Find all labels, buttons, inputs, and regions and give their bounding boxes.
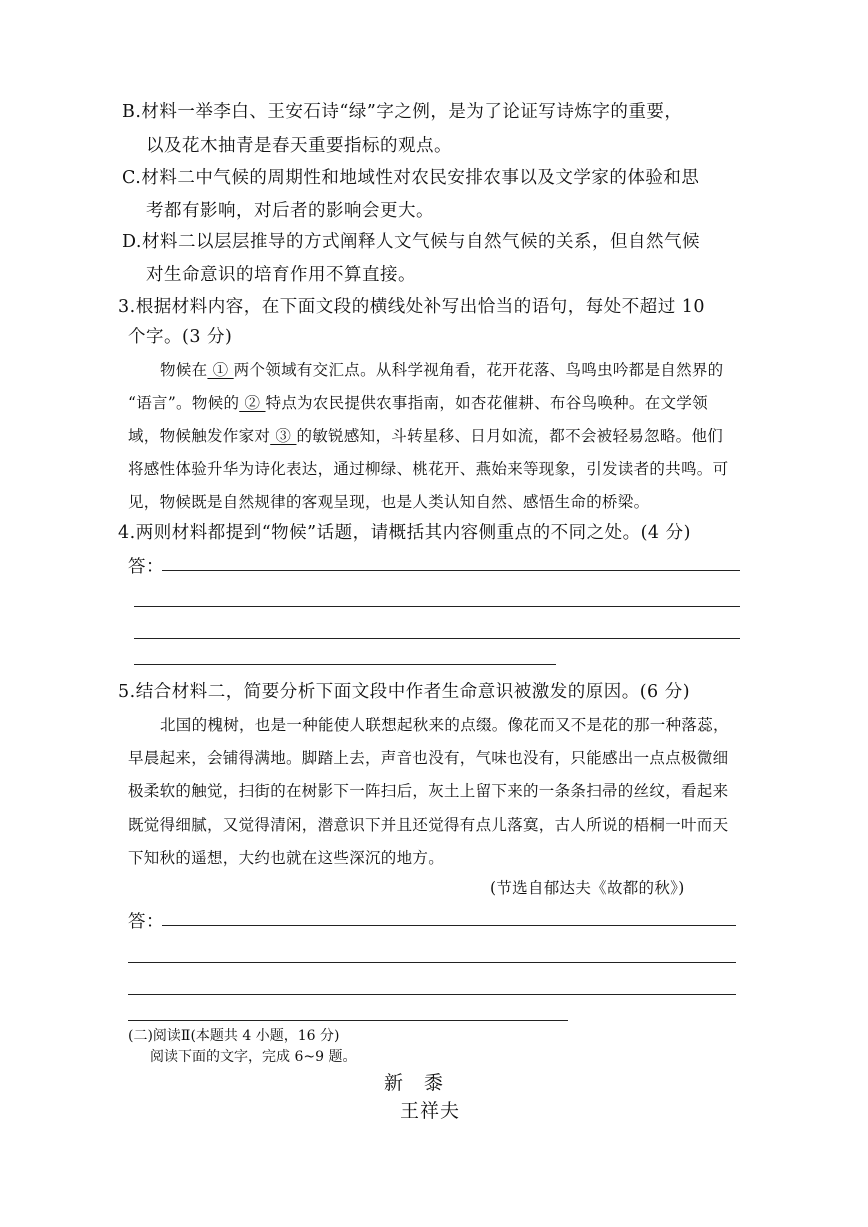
option-b-line2: 以及花木抽青是春天重要指标的观点。 xyxy=(146,136,452,156)
option-c-line1: C.材料二中气候的周期性和地域性对农民安排农事以及文学家的体验和思 xyxy=(122,168,700,188)
q5-passage-line1: 北国的槐树，也是一种能使人联想起秋来的点缀。像花而又不是花的那一种落蕊， xyxy=(160,716,729,734)
q3-stem-line2: 个字。(3 分) xyxy=(128,327,233,347)
option-d-line1: D.材料二以层层推导的方式阐释人文气候与自然气候的关系，但自然气候 xyxy=(122,232,700,252)
q5-source: (节选自郁达夫《故都的秋》) xyxy=(490,879,685,897)
q5-passage-line2: 早晨起来，会铺得满地。脚踏上去，声音也没有，气味也没有，只能感出一点点极微细 xyxy=(128,749,729,767)
section2-heading: (二)阅读Ⅱ(本题共 4 小题，16 分) xyxy=(128,1028,340,1044)
option-b-line1: B.材料一举李白、王安石诗“绿”字之例，是为了论证写诗炼字的重要， xyxy=(122,102,683,122)
option-d-line2: 对生命意识的培育作用不算直接。 xyxy=(146,265,416,285)
q4-answer-label: 答： xyxy=(128,557,164,577)
q3-passage-line4: 将感性体验升华为诗化表达，通过柳绿、桃花开、燕始来等现象，引发读者的共鸣。可 xyxy=(128,460,729,478)
q5-answer-label: 答： xyxy=(128,912,164,932)
q5-passage-line3: 极柔软的触觉，扫街的在树影下一阵扫后，灰土上留下来的一条条扫帚的丝纹，看起来 xyxy=(128,782,729,800)
story-title: 新 黍 xyxy=(384,1072,445,1094)
q3-stem-line1: 3.根据材料内容，在下面文段的横线处补写出恰当的语句，每处不超过 10 xyxy=(118,297,706,317)
option-c-line2: 考都有影响，对后者的影响会更大。 xyxy=(146,201,434,221)
story-author: 王祥夫 xyxy=(400,1100,461,1122)
q3-passage-line3: 域，物候触发作家对 ③ 的敏锐感知，斗转星移、日月如流，都不会被轻易忽略。他们 xyxy=(128,427,724,445)
q5-passage-line5: 下知秋的遥想，大约也就在这些深沉的地方。 xyxy=(128,849,445,867)
q4-stem: 4.两则材料都提到“物候”话题，请概括其内容侧重点的不同之处。(4 分) xyxy=(118,523,691,543)
q4-answer-line-2[interactable] xyxy=(134,606,740,607)
q4-answer-line-4[interactable] xyxy=(134,664,556,665)
q5-answer-line-2[interactable] xyxy=(128,962,736,963)
q5-stem: 5.结合材料二，简要分析下面文段中作者生命意识被激发的原因。(6 分) xyxy=(118,682,691,702)
q4-answer-line-1[interactable] xyxy=(162,570,740,571)
q3-passage-line5: 见，物候既是自然规律的客观呈现，也是人类认知自然、感悟生命的桥梁。 xyxy=(128,493,650,511)
q5-answer-line-1[interactable] xyxy=(162,925,736,926)
q5-passage-line4: 既觉得细腻，又觉得清闲，潜意识下并且还觉得有点儿落寞，古人所说的梧桐一叶而天 xyxy=(128,816,729,834)
blank-2: ② xyxy=(239,394,266,412)
q3-passage-line1: 物候在 ① 两个领域有交汇点。从科学视角看，花开花落、鸟鸣虫吟都是自然界的 xyxy=(160,361,724,379)
q5-answer-line-4[interactable] xyxy=(128,1020,568,1021)
section2-instruction: 阅读下面的文字，完成 6~9 题。 xyxy=(150,1049,357,1065)
q5-answer-line-3[interactable] xyxy=(128,994,736,995)
q4-answer-line-3[interactable] xyxy=(134,638,740,639)
q3-passage-line2: “语言”。物候的 ② 特点为农民提供农事指南，如杏花催耕、布谷鸟唤种。在文学领 xyxy=(128,394,708,412)
blank-1: ① xyxy=(207,361,234,379)
blank-3: ③ xyxy=(270,427,297,445)
